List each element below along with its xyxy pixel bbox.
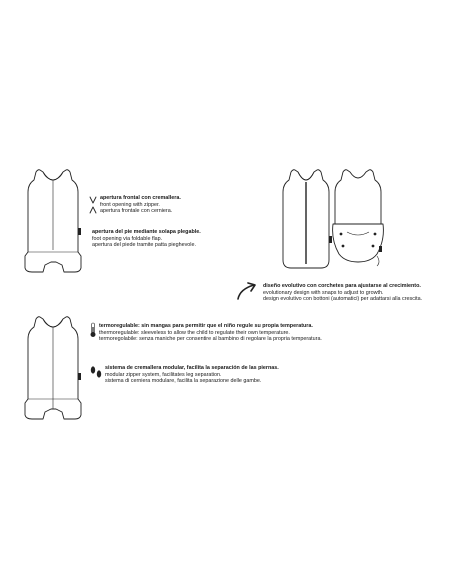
front-zip-english: front opening with zipper. — [100, 201, 160, 208]
modular-legs-sleep-sack-illustration — [18, 313, 88, 421]
foot-opening-description — [92, 229, 201, 249]
thermoregulation-italian: termoregolabile: senza maniche per consentire al bambino di regolare la propria temperatura. — [99, 336, 322, 343]
foot-opening-english: foot opening via foldable flap. — [92, 235, 163, 242]
evolutive-description — [263, 283, 422, 303]
thermoregulation-title: termoregulable: sin mangas para permitir que el niño regule su propia temperatura. — [99, 323, 313, 329]
front-zip-description — [100, 195, 181, 215]
modular-zip-description — [105, 365, 279, 385]
evolutive-title: diseño evolutivo con corchetes para ajustarse al crecimiento. — [263, 283, 421, 289]
zipper-icon — [89, 196, 97, 214]
modular-zip-title: sistema de cremallera modular, facilita la separación de las piernas. — [105, 365, 279, 371]
evolutive-english: evolutionary design with snaps to adjust to growth. — [263, 289, 384, 296]
front-zip-italian: apertura frontale con cerniera. — [100, 208, 173, 215]
modular-zip-italian: sistema di cerniera modulare, facilita la separazione delle gambe. — [105, 378, 262, 385]
sleep-sack-with-feet-illustration — [18, 166, 88, 274]
front-zip-title: apertura frontal con cremallera. — [100, 195, 181, 201]
curved-arrow-icon — [236, 281, 258, 301]
foot-opening-italian: apertura del piede tramite patta pieghevole. — [92, 242, 196, 249]
thermometer-icon — [89, 322, 97, 338]
thermoregulation-english: thermoregulable: sleeveless to allow the child to regulate their own temperature. — [99, 329, 290, 336]
footprints-icon — [89, 364, 103, 380]
thermoregulation-description — [99, 323, 322, 343]
modular-zip-english: modular zipper system, facilitates leg separation. — [105, 371, 222, 378]
evolutive-sleep-sack-back-illustration — [327, 166, 389, 272]
evolutive-italian: design evolutivo con bottoni (automatici) per adattarsi alla crescita. — [263, 296, 423, 303]
foot-opening-title: apertura del pie mediante solapa plegable. — [92, 229, 201, 235]
